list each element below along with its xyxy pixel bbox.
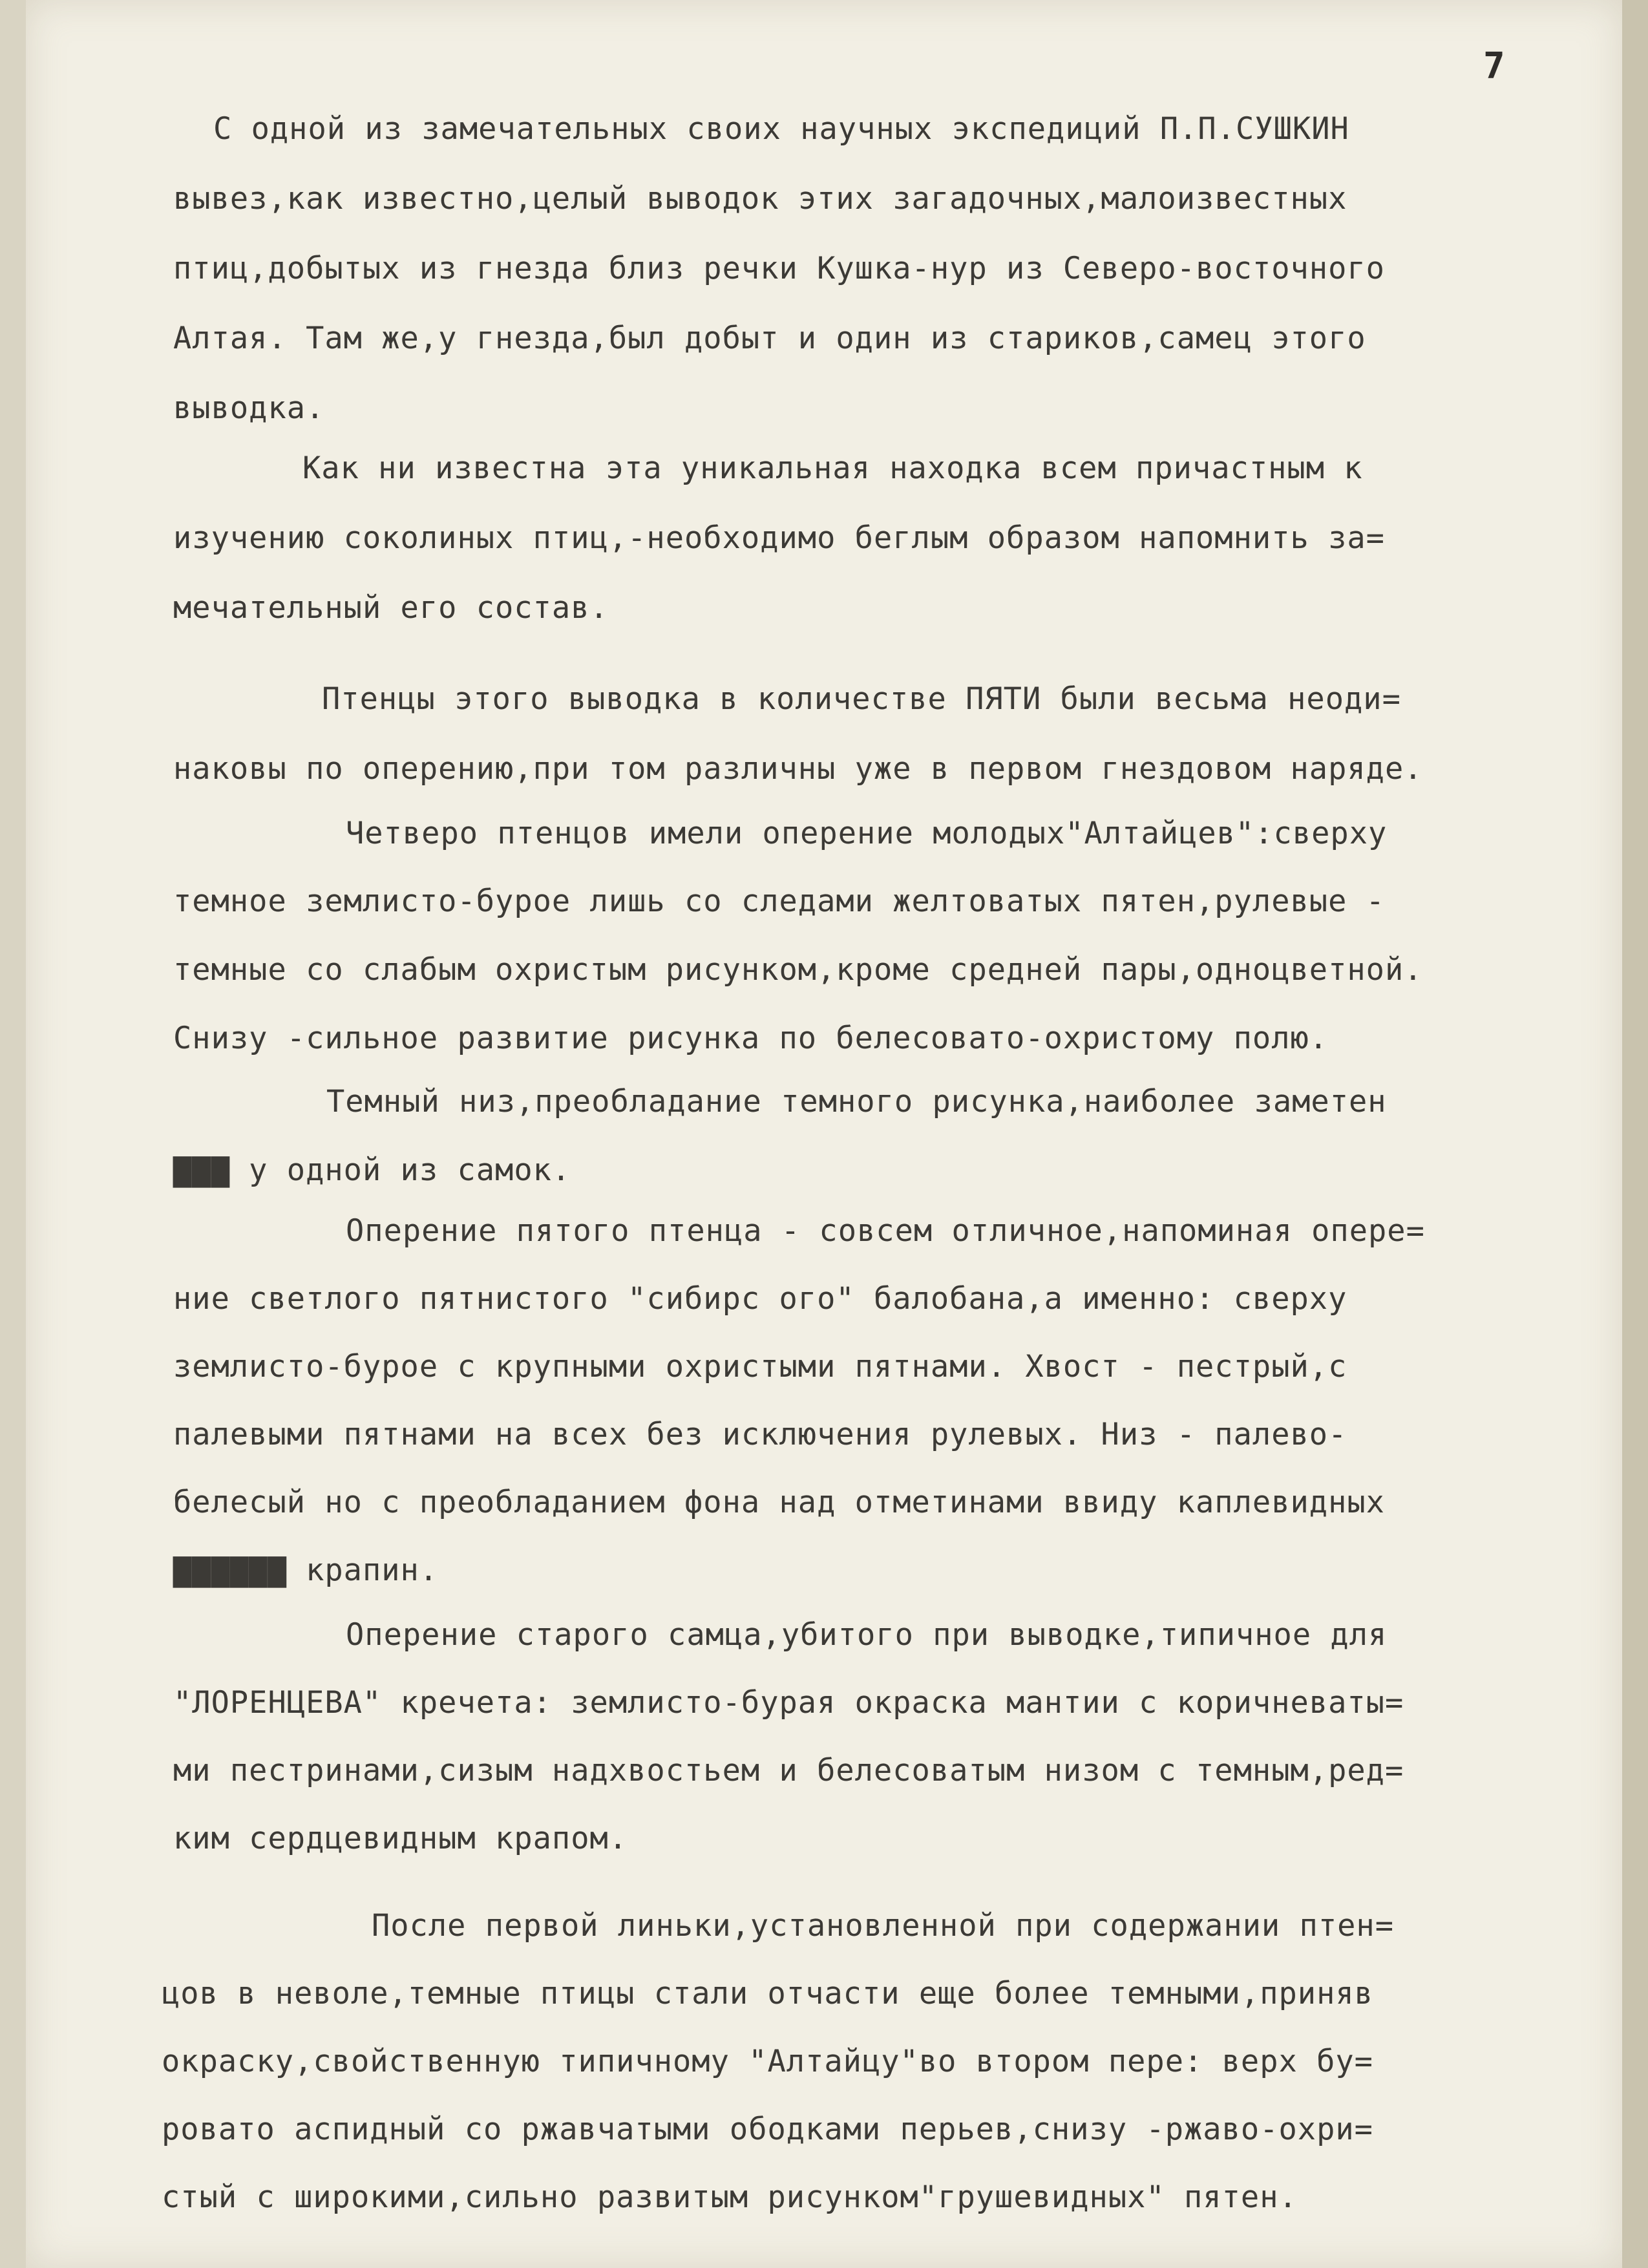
text-line: Птенцы этого выводка в количестве ПЯТИ были весьма неоди= <box>322 681 1401 717</box>
text-line: наковы по оперению,при том различны уже в первом гнездовом наряде. <box>173 751 1423 787</box>
text-line: цов в неволе,темные птицы стали отчасти еще более темными,приняв <box>162 1976 1373 2011</box>
text-line: "ЛОРЕНЦЕВА" кречета: землисто-бурая окраска мантии с коричневаты= <box>173 1685 1404 1721</box>
page-number: 7 <box>1483 45 1505 87</box>
text-line: мечательный его состав. <box>173 590 609 626</box>
text-line: выводка. <box>173 390 325 426</box>
text-line: Темный низ,преобладание темного рисунка,наиболее заметен <box>326 1084 1387 1119</box>
text-line: Как ни известна эта уникальная находка всем причастным к <box>302 450 1363 486</box>
text-line: ми пестринами,сизым надхвостьем и белесоватым низом с темным,ред= <box>173 1753 1404 1788</box>
text-line: ▇▇▇▇▇▇ крапин. <box>173 1553 439 1588</box>
text-line: ▇▇▇ у одной из самок. <box>173 1152 571 1188</box>
text-line: Оперение пятого птенца - совсем отличное,напоминая опере= <box>346 1213 1425 1249</box>
text-line: Оперение старого самца,убитого при выводке,типичное для <box>346 1617 1388 1653</box>
page-edge <box>1622 0 1648 2268</box>
text-line: ние светлого пятнистого "сибирс ого" балобана,а именно: сверху <box>173 1281 1347 1317</box>
text-line: землисто-бурое с крупными охристыми пятнами. Хвост - пестрый,с <box>173 1349 1347 1384</box>
text-line: С одной из замечательных своих научных экспедиций П.П.СУШКИН <box>213 111 1349 147</box>
text-line: вывез,как известно,целый выводок этих загадочных,малоизвестных <box>173 181 1347 217</box>
text-line: ровато аспидный со ржавчатыми ободками перьев,снизу -ржаво-охри= <box>162 2112 1373 2147</box>
text-line: Алтая. Там же,у гнезда,был добыт и один из стариков,самец этого <box>173 321 1366 356</box>
text-line: Снизу -сильное развитие рисунка по белесовато-охристому полю. <box>173 1021 1329 1056</box>
text-line: темное землисто-бурое лишь со следами желтоватых пятен,рулевые - <box>173 884 1385 919</box>
text-line: темные со слабым охристым рисунком,кроме средней пары,одноцветной. <box>173 952 1423 988</box>
text-line: окраску,свойственную типичному "Алтайцу"во втором пере: верх бу= <box>162 2044 1373 2079</box>
text-line: Четверо птенцов имели оперение молодых"Алтайцев":сверху <box>346 816 1388 851</box>
text-line: палевыми пятнами на всех без исключения рулевых. Низ - палево- <box>173 1417 1347 1452</box>
text-line: птиц,добытых из гнезда близ речки Кушка-нур из Северо-восточного <box>173 251 1385 286</box>
text-line: После первой линьки,установленной при содержании птен= <box>372 1908 1395 1944</box>
text-line: стый с широкими,сильно развитым рисунком"грушевидных" пятен. <box>162 2179 1298 2215</box>
text-line: изучению соколиных птиц,-необходимо беглым образом напомнить за= <box>173 520 1385 556</box>
text-line: белесый но с преобладанием фона над отметинами ввиду каплевидных <box>173 1485 1385 1520</box>
text-line: ким сердцевидным крапом. <box>173 1821 628 1856</box>
